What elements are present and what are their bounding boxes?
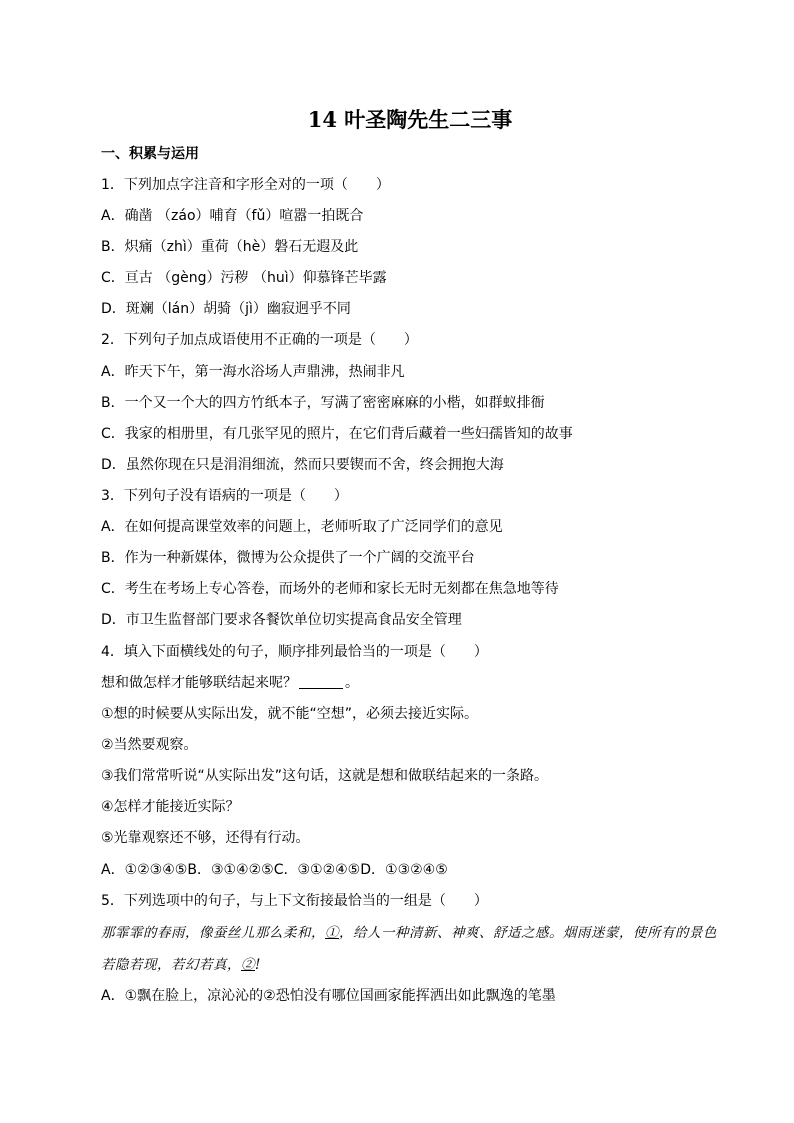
question-2-option-d: D．虽然你现在只是涓涓细流，然而只要锲而不舍，终会拥抱大海 bbox=[101, 457, 504, 473]
question-2-option-b: B．一个又一个大的四方竹纸本子，写满了密密麻麻的小楷，如群蚁排衙 bbox=[101, 395, 545, 411]
question-5-passage-line-2: 若隐若现，若幻若真，②! bbox=[101, 957, 261, 973]
question-4-sentence-4: ④怎样才能接近实际？ bbox=[101, 799, 240, 815]
fill-blank bbox=[299, 674, 343, 689]
question-4-sentence-5: ⑤光靠观察还不够，还得有行动。 bbox=[101, 830, 310, 846]
question-3-option-c: C．考生在考场上专心答卷，而场外的老师和家长无时无刻都在焦急地等待 bbox=[101, 581, 559, 597]
question-3-option-d: D．市卫生监督部门要求各餐饮单位切实提高食品安全管理 bbox=[101, 612, 462, 628]
section-heading: 一、积累与运用 bbox=[101, 146, 199, 162]
question-4-prompt: 想和做怎样才能够联结起来呢？ 。 bbox=[101, 675, 359, 691]
question-3-stem: 3．下列句子没有语病的一项是（ ） bbox=[101, 488, 348, 504]
question-3-option-a: A．在如何提高课堂效率的问题上，老师听取了广泛同学们的意见 bbox=[101, 519, 503, 535]
document-title: 14 叶圣陶先生二三事 bbox=[307, 107, 513, 132]
question-1-stem: 1．下列加点字注音和字形全对的一项（ ） bbox=[101, 177, 390, 193]
question-1-option-b: B．炽痛（zhì）重荷（hè）磐石无遐及此 bbox=[101, 239, 359, 255]
question-5-stem: 5．下列选项中的句子，与上下文衔接最恰当的一组是（ ） bbox=[101, 893, 488, 909]
question-5-passage-line-1: 那霏霏的春雨，像蚕丝儿那么柔和，①，给人一种清新、神爽、舒适之感。烟雨迷蒙，使所有的景色 bbox=[101, 925, 717, 941]
question-1-option-d: D．斑斓（lán）胡骑（jì）幽寂迥乎不同 bbox=[101, 301, 351, 317]
question-1-option-c: C．亘古 （gèng）污秽 （huì）仰慕锋芒毕露 bbox=[101, 270, 387, 286]
question-1-option-a: A．确凿 （záo）哺育（fǔ）喧嚣一拍既合 bbox=[101, 208, 364, 224]
question-5-option-a: A．①飘在脸上，凉沁沁的②恐怕没有哪位国画家能挥洒出如此飘逸的笔墨 bbox=[101, 988, 556, 1004]
question-2-option-a: A．昨天下午，第一海水浴场人声鼎沸，热闹非凡 bbox=[101, 364, 405, 380]
question-4-sentence-2: ②当然要观察。 bbox=[101, 737, 198, 753]
question-4-stem: 4．填入下面横线处的句子，顺序排列最恰当的一项是（ ） bbox=[101, 644, 488, 660]
question-4-sentence-3: ③我们常常听说“从实际出发”这句话，这就是想和做联结起来的一条路。 bbox=[101, 768, 549, 784]
question-2-option-c: C．我家的相册里，有几张罕见的照片，在它们背后藏着一些妇孺皆知的故事 bbox=[101, 426, 573, 442]
question-4-sentence-1: ①想的时候要从实际出发，就不能“空想”，必须去接近实际。 bbox=[101, 706, 479, 722]
question-2-stem: 2．下列句子加点成语使用不正确的一项是（ ） bbox=[101, 332, 418, 348]
question-4-options: A．①②③④⑤B．③①④②⑤C．③①②④⑤D．①③②④⑤ bbox=[101, 862, 448, 878]
question-3-option-b: B．作为一种新媒体，微博为公众提供了一个广阔的交流平台 bbox=[101, 550, 475, 566]
